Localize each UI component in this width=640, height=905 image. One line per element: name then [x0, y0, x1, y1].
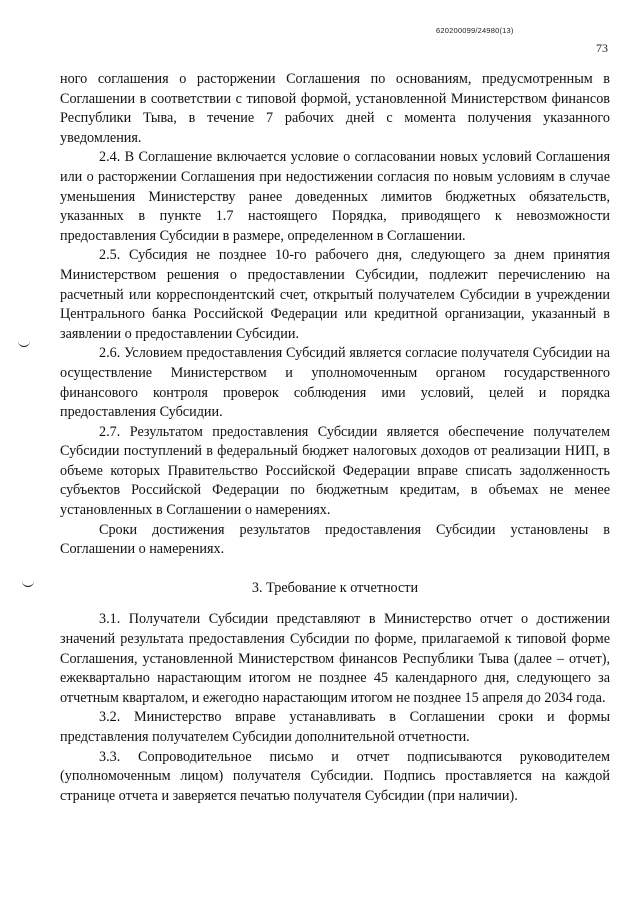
page-number: 73: [596, 41, 608, 55]
margin-check-mark: [22, 580, 34, 587]
paragraph-3-1: 3.1. Получатели Субсидии представляют в Министерство отчет о достижении значений результата предоставления Субсидии по форме, прилагаемой к типовой форме Соглашения, установленной Министерством финансов Республики Тыва (далее – отчет), ежеквартально нарастающим итогом не позднее 45 календарного дня, следующего за отчетным кварталом, и ежегодно нарастающим итогом не позднее 15 апреля до 2034 года.: [60, 611, 610, 706]
paragraph-deadlines: Сроки достижения результатов предоставления Субсидии установлены в Соглашении о намерениях.: [60, 521, 610, 558]
paragraph-3-3: 3.3. Сопроводительное письмо и отчет подписываются руководителем (уполномоченным лицом) получателя Субсидии. Подпись проставляется на каждой странице отчета и заверяется печатью получателя Субсидии (при наличии).: [60, 748, 610, 804]
paragraph-2-6: 2.6. Условием предоставления Субсидий является согласие получателя Субсидии на осуществление Министерством и уполномоченным органом государственного финансового контроля проверок соблюдения ими условий, целей и порядка предоставления Субсидии.: [60, 345, 610, 421]
paragraph-3-2: 3.2. Министерство вправе устанавливать в Соглашении сроки и формы представления получателем Субсидии дополнительной отчетности.: [60, 709, 610, 745]
section-heading: 3. Требование к отчетности: [251, 579, 419, 596]
paragraph-2-4: 2.4. В Соглашение включается условие о согласовании новых условий Соглашения или о расторжении Соглашения при недостижении согласия по новым условиям в случае уменьшения Министерству ранее доведенных лимитов бюджетных обязательств, указанных в пункте 1.7 настоящего Порядка, приводящего к невозможности предоставления Субсидии в размере, определенном в Соглашении.: [60, 149, 610, 244]
document-id: 620200099/24980(13): [436, 26, 514, 35]
document-body: [60, 70, 610, 806]
paragraph-2-7: 2.7. Результатом предоставления Субсидии является обеспечение получателем Субсидии поступлений в федеральный бюджет налоговых доходов от реализации НИП, в объеме которых Правительство Российской Федерации вправе списать задолженность субъектов Российской Федерации по бюджетным кредитам, в объемах не менее установленных в Соглашении о намерениях.: [60, 423, 610, 519]
margin-check-mark: [18, 340, 30, 347]
paragraph-continuation: ного соглашения о расторжении Соглашения по основаниям, предусмотренным в Соглашении в соответствии с типовой формой, установленной Министерством финансов Республики Тыва, в течение 7 рабочих дней с момента получения указанного уведомления.: [60, 71, 610, 146]
paragraph-2-5: 2.5. Субсидия не позднее 10-го рабочего дня, следующего за днем принятия Министерством решения о предоставлении Субсидии, подлежит перечислению на расчетный или корреспондентский счет, открытый получателем Субсидии в учреждении Центрального банка Российской Федерации или кредитной организации, указанный в заявлении о предоставлении Субсидии.: [60, 247, 610, 342]
